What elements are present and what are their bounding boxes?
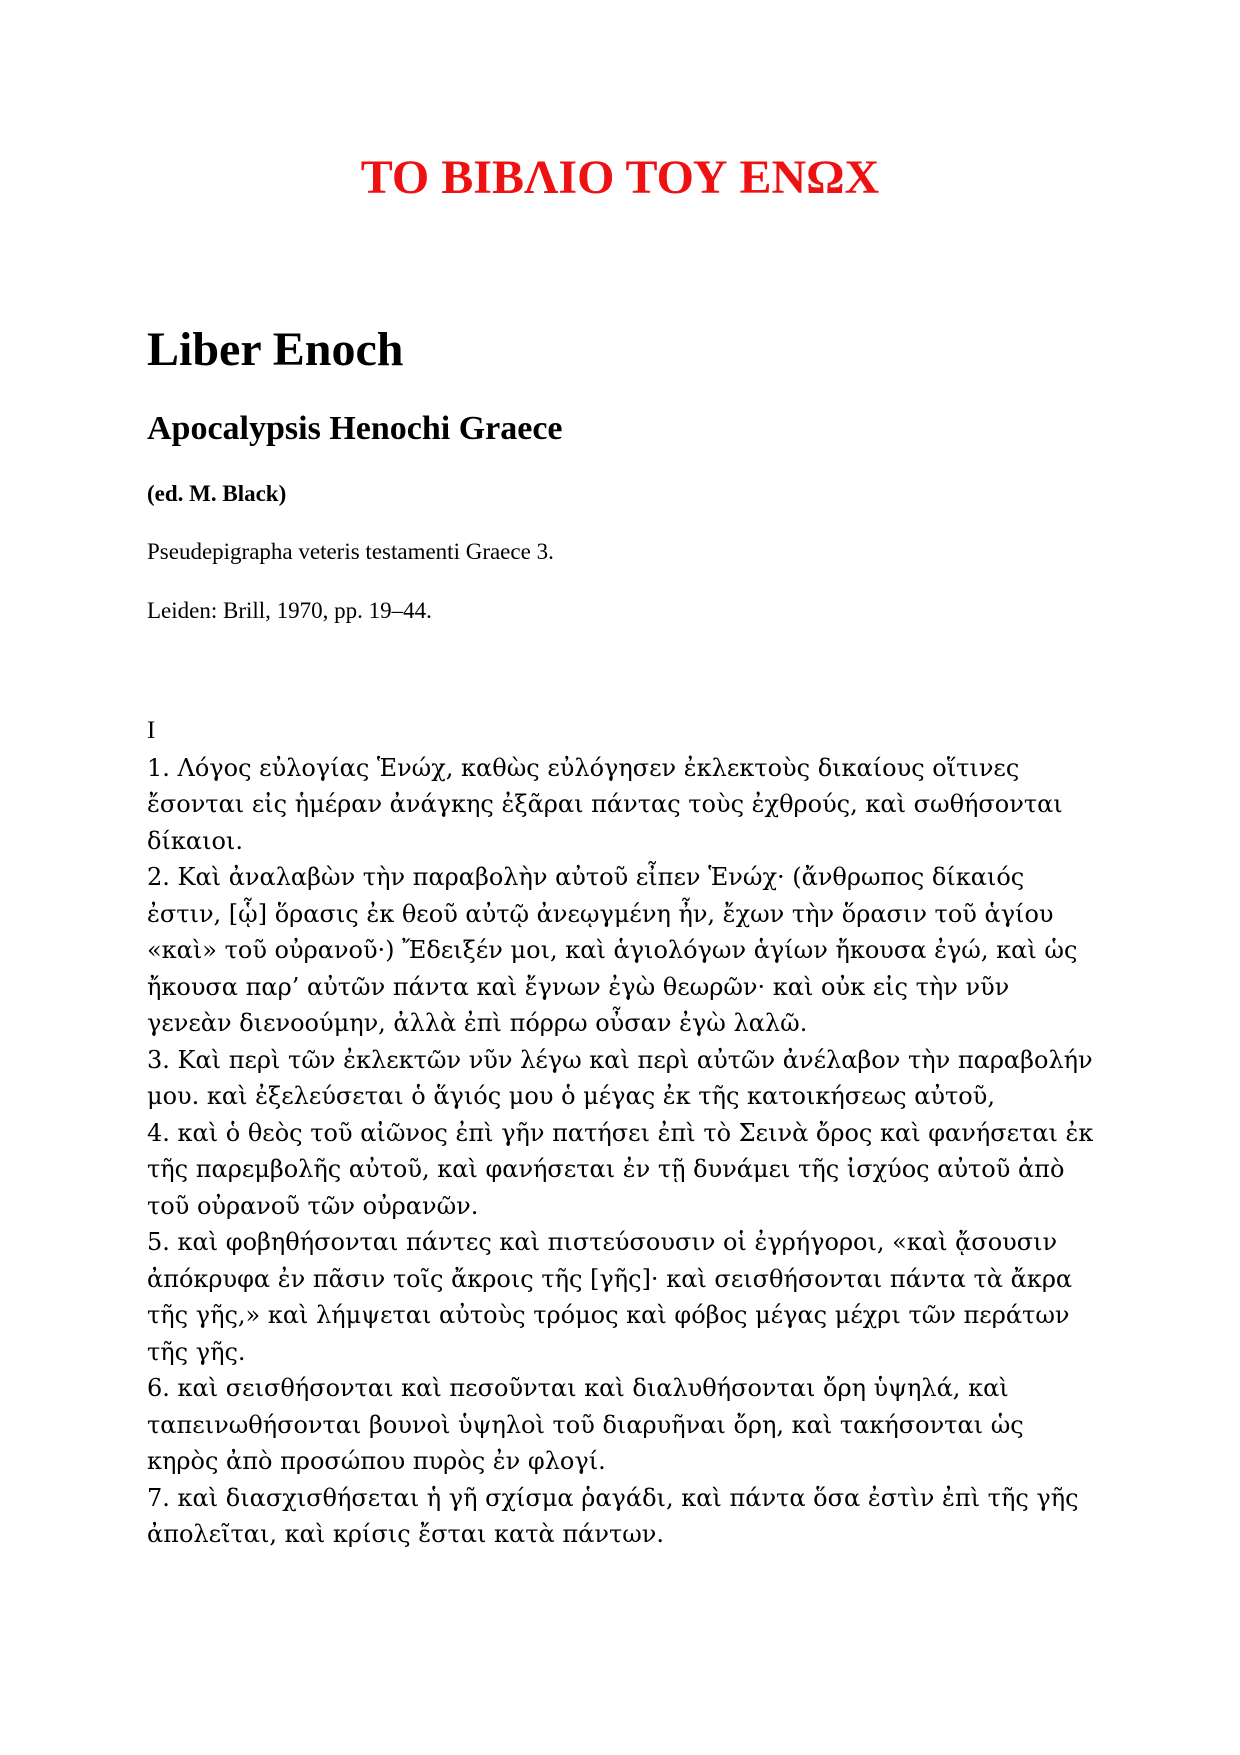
verse: 5. καὶ φοβηθήσονται πάντες καὶ πιστεύσουσιν οἱ ἐγρήγοροι, «καὶ ᾄσουσιν ἀπόκρυφα ἐν πᾶσιν τοῖς ἄκροις τῆς [γῆς]· καὶ σεισθήσονται πάντα τὰ ἄκρα τῆς γῆς,» καὶ λήμψεται αὐτοὺς τρόμος καὶ φόβος μέγας μέχρι τῶν περάτων τῆς γῆς. — [147, 1228, 1073, 1366]
verse: 7. καὶ διασχισθήσεται ἡ γῆ σχίσμα ῥαγάδι, καὶ πάντα ὅσα ἐστὶν ἐπὶ τῆς γῆς ἀπολεῖται, καὶ κρίσις ἔσται κατὰ πάντων. — [147, 1483, 1079, 1548]
book-title: Liber Enoch — [147, 323, 404, 376]
verse: 1. Λόγος εὐλογίας Ἑνώχ, καθὼς εὐλόγησεν ἐκλεκτοὺς δικαίους οἵτινες ἔσονται εἰς ἡμέραν ἀνάγκης ἐξᾶραι πάντας τοὺς ἐχθρούς, καὶ σωθήσονται δίκαιοι. — [147, 753, 1063, 855]
verse: 2. Καὶ ἀναλαβὼν τὴν παραβολὴν αὐτοῦ εἶπεν Ἑνώχ· (ἄνθρωπος δίκαιός ἐστιν, [ᾧ] ὅρασις ἐκ θεοῦ αὐτῷ ἀνεῳγμένη ἦν, ἔχων τὴν ὅρασιν τοῦ ἁγίου «καὶ» τοῦ οὐρανοῦ·) Ἔδειξέν μοι, καὶ ἁγιολόγων ἁγίων ἤκουσα ἐγώ, καὶ ὡς ἤκουσα παρ’ αὐτῶν πάντα καὶ ἔγνων ἐγὼ θεωρῶν· καὶ οὐκ εἰς τὴν νῦν γενεὰν διενοούμην, ἀλλὰ ἐπὶ πόρρω οὖσαν ἐγὼ λαλῶ. — [147, 863, 1078, 1037]
greek-title: ΤΟ ΒΙΒΛΙΟ ΤΟΥ ΕΝΩΧ — [360, 151, 880, 204]
verse: 3. Καὶ περὶ τῶν ἐκλεκτῶν νῦν λέγω καὶ περὶ αὐτῶν ἀνέλαβον τὴν παραβολήν μου. καὶ ἐξελεύσεται ὁ ἅγιός μου ὁ μέγας ἐκ τῆς κατοικήσεως αὐτοῦ, — [147, 1045, 1093, 1110]
chapter-text — [147, 713, 1097, 1553]
editor-line: (ed. M. Black) — [147, 481, 287, 506]
verse: 4. καὶ ὁ θεὸς τοῦ αἰῶνος ἐπὶ γῆν πατήσει ἐπὶ τὸ Σεινὰ ὄρος καὶ φανήσεται ἐκ τῆς παρεμβολῆς αὐτοῦ, καὶ φανήσεται ἐν τῇ δυνάμει τῆς ἰσχύος αὐτοῦ ἀπὸ τοῦ οὐρανοῦ τῶν οὐρανῶν. — [147, 1118, 1094, 1220]
publication-line: Leiden: Brill, 1970, pp. 19–44. — [147, 598, 432, 623]
chapter-number: I — [147, 717, 156, 744]
series-line: Pseudepigrapha veteris testamenti Graece 3. — [147, 539, 554, 564]
verse: 6. καὶ σεισθήσονται καὶ πεσοῦνται καὶ διαλυθήσονται ὄρη ὑψηλά, καὶ ταπεινωθήσονται βουνοὶ ὑψηλοὶ τοῦ διαρυῆναι ὄρη, καὶ τακήσονται ὡς κηρὸς ἀπὸ προσώπου πυρὸς ἐν φλογί. — [147, 1374, 1024, 1475]
book-subtitle: Apocalypsis Henochi Graece — [147, 410, 563, 447]
